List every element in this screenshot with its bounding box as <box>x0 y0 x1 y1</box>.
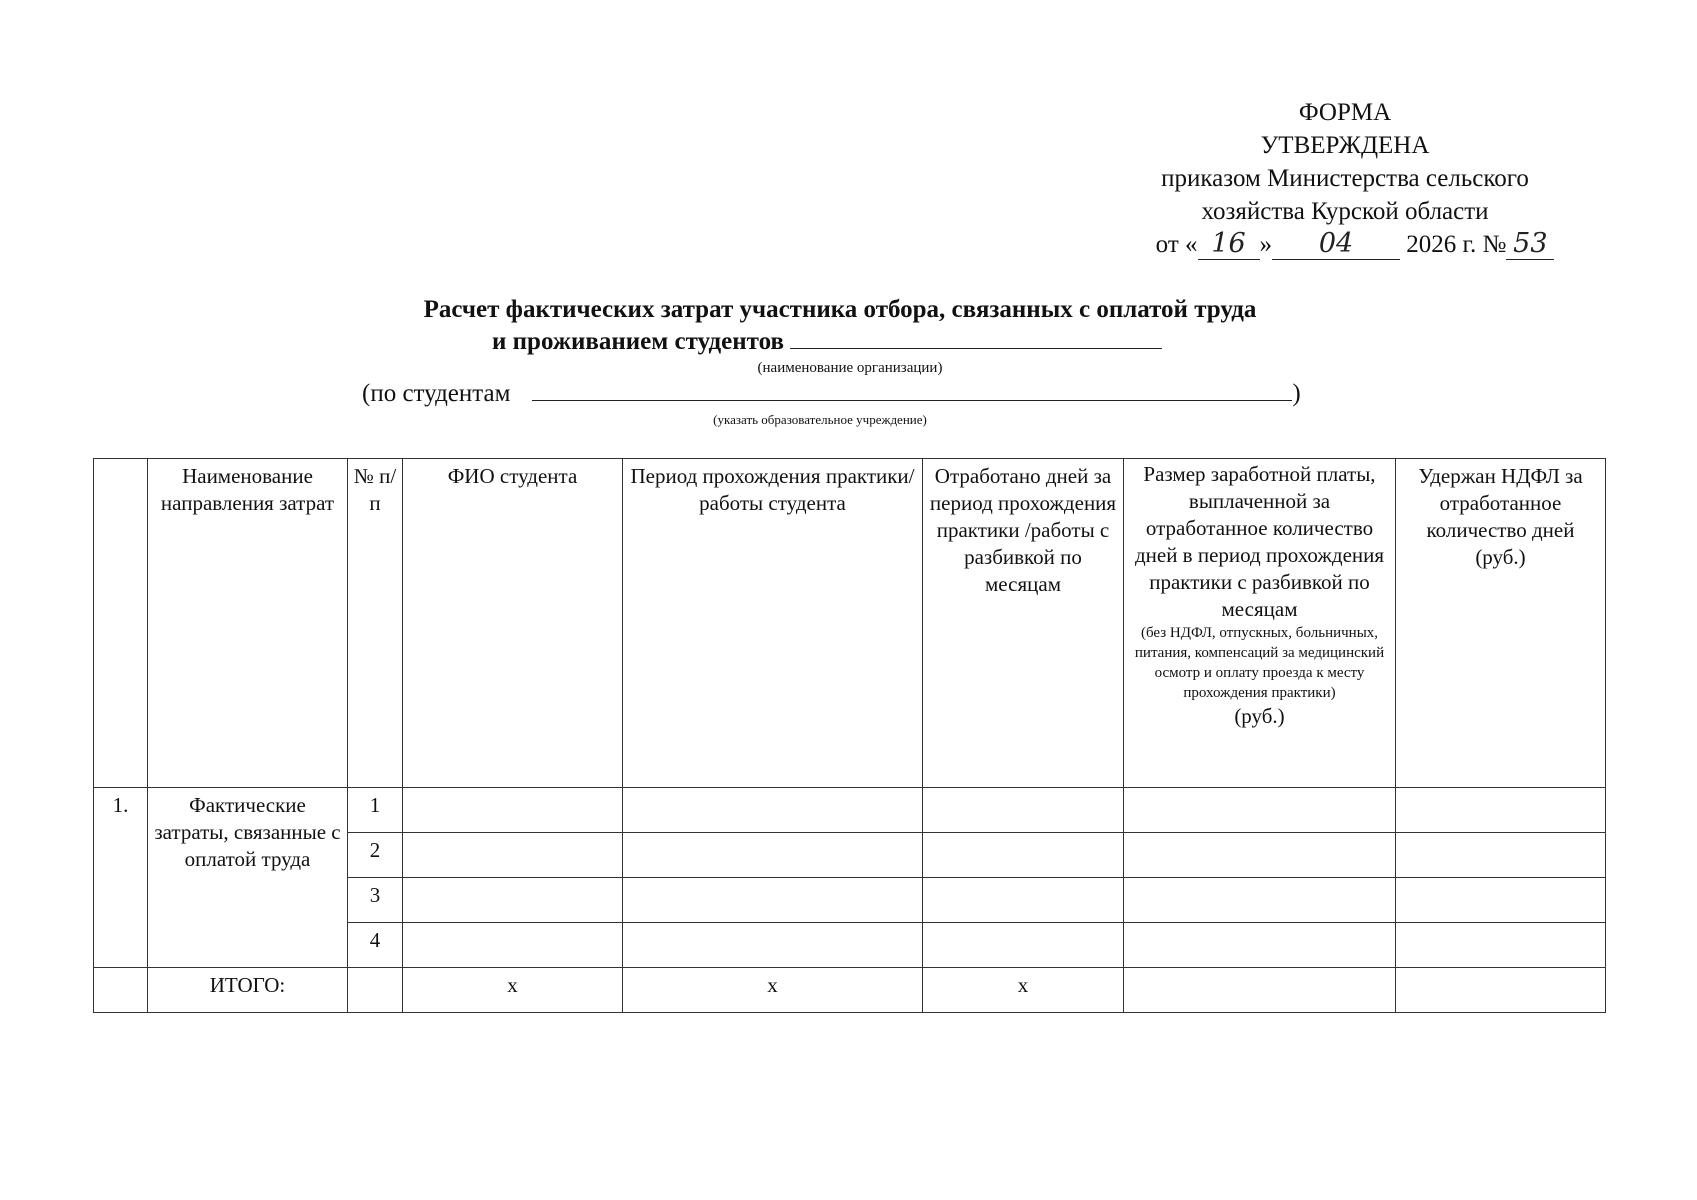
total-student-cell: х <box>403 968 623 1013</box>
total-row-index-cell <box>348 968 403 1013</box>
days-worked-cell[interactable] <box>923 878 1124 923</box>
days-worked-cell[interactable] <box>923 923 1124 968</box>
tax-cell[interactable] <box>1396 878 1606 923</box>
header-student-name: ФИО студента <box>403 459 623 788</box>
header-tax-withheld: Удержан НДФЛ за отработанное количество дней (руб.) <box>1396 459 1606 788</box>
header-salary-note: (без НДФЛ, отпускных, больничных, питания, компенсаций за медицинский осмотр и оплату проезда к месту прохождения практики) <box>1134 625 1385 701</box>
handwritten-month: 04 <box>1272 229 1400 260</box>
title-line-1: Расчет фактических затрат участника отбора, связанных с оплатой труда <box>423 296 1257 323</box>
total-row <box>94 968 1606 1013</box>
institution-caption: (указать образовательное учреждение) <box>713 412 927 427</box>
salary-cell[interactable] <box>1124 788 1396 833</box>
date-mid: » <box>1259 231 1273 258</box>
title-line-2 <box>360 326 1320 358</box>
total-days-cell: х <box>923 968 1124 1013</box>
row-index: 3 <box>348 878 403 923</box>
header-row-number: № п/п <box>348 459 403 788</box>
cost-table <box>93 458 1606 1013</box>
table-header-row <box>94 459 1606 788</box>
total-label: ИТОГО: <box>148 968 348 1013</box>
practice-period-cell[interactable] <box>623 833 923 878</box>
header-cost-direction: Наименование направления затрат <box>148 459 348 788</box>
tax-cell[interactable] <box>1396 788 1606 833</box>
tax-cell[interactable] <box>1396 833 1606 878</box>
salary-cell[interactable] <box>1124 923 1396 968</box>
approval-stamp <box>1120 96 1570 261</box>
header-salary-paid <box>1124 459 1396 788</box>
practice-period-cell[interactable] <box>623 923 923 968</box>
organization-blank-field[interactable] <box>790 328 1162 349</box>
days-worked-cell[interactable] <box>923 833 1124 878</box>
days-worked-cell[interactable] <box>923 788 1124 833</box>
table-row <box>94 788 1606 833</box>
header-number-cell <box>94 459 148 788</box>
total-empty-cell <box>94 968 148 1013</box>
approval-approved-label: УТВЕРЖДЕНА <box>1260 132 1430 159</box>
tax-cell[interactable] <box>1396 923 1606 968</box>
organization-caption: (наименование организации) <box>757 360 943 376</box>
total-tax-cell[interactable] <box>1396 968 1606 1013</box>
header-practice-period: Период прохождения практики/работы студента <box>623 459 923 788</box>
approval-form-label: ФОРМА <box>1298 99 1392 126</box>
row-index: 2 <box>348 833 403 878</box>
approval-ministry-text: хозяйства Курской области <box>1201 198 1489 225</box>
practice-period-cell[interactable] <box>623 788 923 833</box>
students-prefix: (по студентам <box>362 380 511 407</box>
date-prefix: от « <box>1155 231 1198 258</box>
handwritten-order-number: 53 <box>1506 229 1554 260</box>
total-period-cell: х <box>623 968 923 1013</box>
students-suffix: ) <box>1292 380 1301 407</box>
salary-cell[interactable] <box>1124 833 1396 878</box>
row-index: 1 <box>348 788 403 833</box>
section-number: 1. <box>94 788 148 968</box>
student-name-cell[interactable] <box>403 923 623 968</box>
approval-order-text: приказом Министерства сельского <box>1161 165 1529 192</box>
students-line <box>362 380 1301 408</box>
student-name-cell[interactable] <box>403 788 623 833</box>
practice-period-cell[interactable] <box>623 878 923 923</box>
institution-blank-field[interactable] <box>532 380 1292 401</box>
title-line-2-text: и проживанием студентов <box>492 328 785 355</box>
handwritten-day: 16 <box>1198 229 1260 260</box>
row-index: 4 <box>348 923 403 968</box>
year-number-text: 2026 г. № <box>1406 231 1507 258</box>
document-title <box>360 294 1320 358</box>
approval-date-line <box>1120 228 1570 261</box>
header-days-worked: Отработано дней за период прохождения практики /работы с разбивкой по месяцам <box>923 459 1124 788</box>
header-salary-main: Размер заработной платы, выплаченной за отработанное количество дней в период прохождения практики с разбивкой по месяцам <box>1134 462 1385 621</box>
header-salary-unit: (руб.) <box>1234 704 1285 728</box>
student-name-cell[interactable] <box>403 878 623 923</box>
student-name-cell[interactable] <box>403 833 623 878</box>
total-salary-cell[interactable] <box>1124 968 1396 1013</box>
section-name: Фактические затраты, связанные с оплатой труда <box>148 788 348 968</box>
salary-cell[interactable] <box>1124 878 1396 923</box>
